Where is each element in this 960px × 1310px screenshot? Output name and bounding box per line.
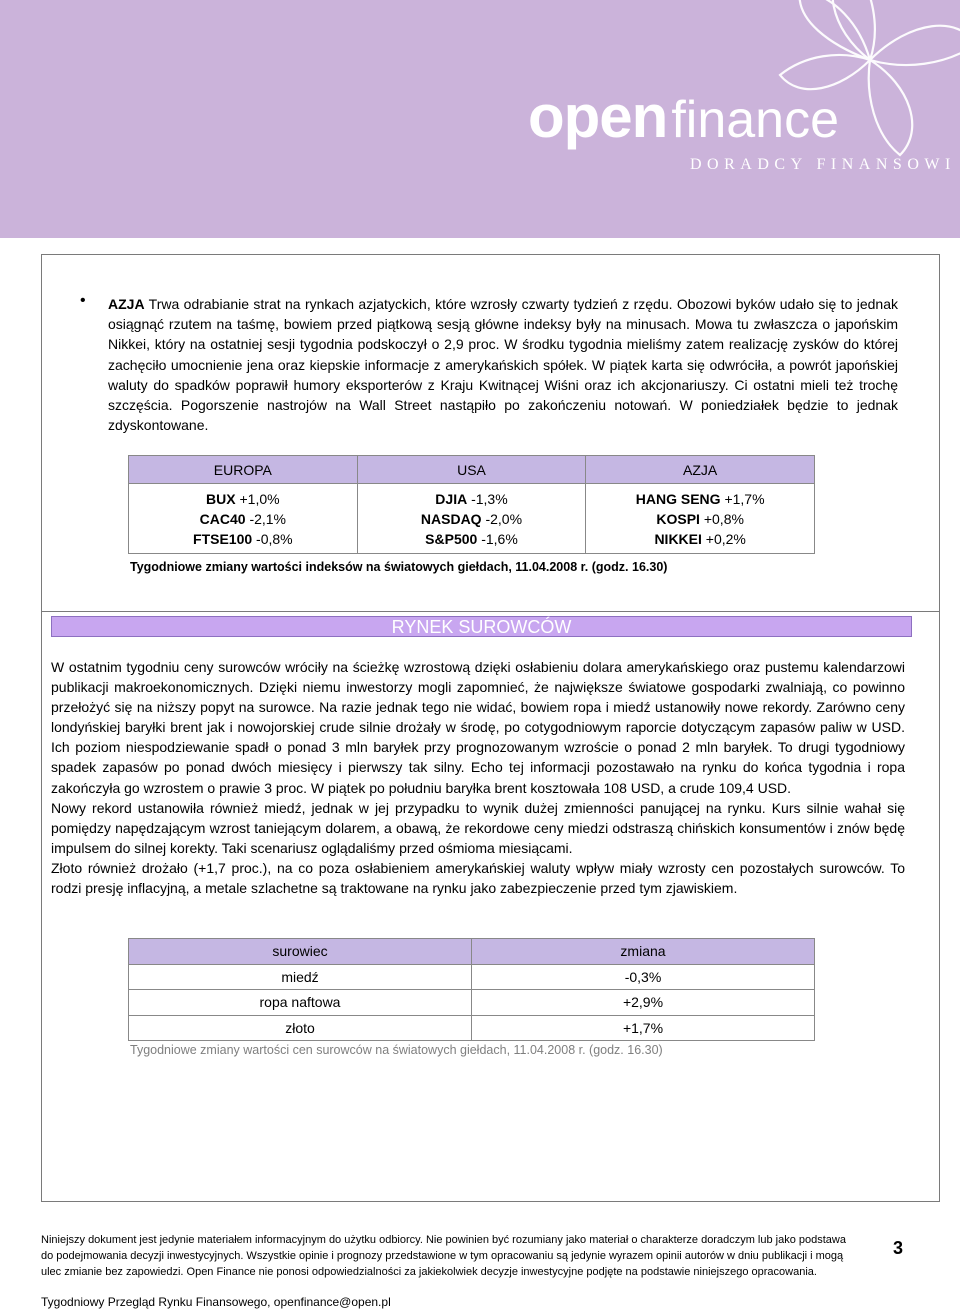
section-divider [41,611,940,612]
commodities-table [128,938,815,1041]
index-table [128,455,815,554]
footer-text: Tygodniowy Przegląd Rynku Finansowego, openfinance@open.pl [41,1295,391,1309]
header-zmiana: zmiana [472,939,815,965]
azja-lead: AZJA [108,296,145,312]
azja-paragraph [108,294,898,435]
commodities-text [51,657,905,898]
commodities-paragraph: W ostatnim tygodniu ceny surowców wróciły na ścieżkę wzrostową dzięki osłabieniu dolara amerykańskiego oraz pustemu kalendarzowi publikacji makroekonomicznych. Dzięki niemu inwestorzy mogli zapomnieć, że największe światowe gospodarki zwalniają, co powinno przełożyć się na niższy popyt na surowce. Na razie jednak tego nie widać, bowiem ropa i miedź ustanowiły nowe rekordy. Zarówno ceny londyńskiej baryłki brent jak i nowojorskiej crude silnie drożały w środę, po cotygodniowym raporcie dotyczącym zapasów paliw w USD. Ich poziom niespodziewanie spadł o ponad 3 mln baryłek przy prognozowanym wzroście o ponad 2 mln baryłek. To drugi tygodniowy spadek zapasów po ponad dwóch miesięcy i pierwszy tak silny. Echo tej informacji pozostawało na rynku do końca tygodnia i ropa zakończyła go wzrostem o prawie 3 proc. W piątek po południu baryłka brent kosztowała 108 USD, a crude 109,4 USD. [51,659,905,796]
table-row: złoto +1,7% [129,1015,815,1041]
header-europa: EUROPA [129,456,358,484]
index-table-row [129,484,815,554]
bullet-icon: • [80,292,86,309]
table-row: miedź -0,3% [129,964,815,990]
europa-cell: BUX +1,0% CAC40 -2,1% FTSE100 -0,8% [129,484,358,554]
table-row: ropa naftowa +2,9% [129,990,815,1016]
azja-text: Trwa odrabianie strat na rynkach azjatyckich, które wzrosły czwarty tydzień z rzędu. Obozowi byków udało się to jednak osiągnąć rzutem na taśmę, bowiem przed piątkową sesją główne indeksy były na minusach. Mowa tu zwłaszcza o japońskim Nikkei, który na ostatniej sesji tygodnia podskoczył o 2,9 proc. W środku tygodnia mieliśmy zatem realizację zysków do której zachęciło umocnienie jena oraz kiepskie informacje z amerykańskich spółek. W piątek karta się odwróciła, a powrót japońskiej waluty do spadków poprawił humory eksporterów z Kraju Kwitnącej Wiśni oraz ich akcjonariuszy. Ci ostatni mieli też trochę szczęścia. Pogorszenie nastrojów na Wall Street nastąpiło po zakończeniu notowań. W poniedziałek będzie to jednak zdyskontowane. [108,296,898,434]
header-banner [0,0,960,238]
section-title: RYNEK SUROWCÓW [51,616,912,637]
logo-tagline: DORADCY FINANSOWI [690,156,956,173]
azja-cell: HANG SENG +1,7% KOSPI +0,8% NIKKEI +0,2% [586,484,815,554]
index-table-header [129,456,815,484]
header-surowiec: surowiec [129,939,472,965]
header-usa: USA [357,456,586,484]
open-finance-logo [528,82,839,151]
index-table-caption: Tygodniowe zmiany wartości indeksów na światowych giełdach, 11.04.2008 r. (godz. 16.30) [130,560,668,574]
page-number: 3 [893,1238,904,1258]
logo-finance-text: finance [671,91,840,149]
disclaimer: Niniejszy dokument jest jedynie materiałem informacyjnym do użytku odbiorcy. Nie powinien być rozumiany jako materiał o charakterze doradczym lub jako podstawa do podejmowania decyzji inwestycyjnych. Wszystkie opinie i prognozy przedstawione w tym opracowaniu są jedynie wyrazem opinii autorów w dniu publikacji i mogą ulec zmianie bez zapowiedzi. Open Finance nie ponosi odpowiedzialności za jakiekolwiek decyzje inwestycyjne podjęte na podstawie niniejszego opracowania. [41,1234,846,1278]
usa-cell: DJIA -1,3% NASDAQ -2,0% S&P500 -1,6% [357,484,586,554]
header-azja: AZJA [586,456,815,484]
commodities-table-header [129,939,815,965]
logo-open-text: open [528,83,668,150]
commodities-paragraph: Nowy rekord ustanowiła również miedź, jednak w jej przypadku to wynik dużej zmienności panującej na rynku. Kurs silnie wahał się pomiędzy napędzającym wzrost taniejącym dolarem, a obawą, że rekordowe ceny miedzi odstraszą chińskich konsumentów i znów będę impulsem do silnej korekty. Taki scenariusz oglądaliśmy przed ośmioma miesiącami. [51,799,905,856]
commodities-paragraph: Złoto również drożało (+1,7 proc.), na co poza osłabieniem amerykańskiej waluty wpływ miały wzrosty cen pozostałych surowców. To rodzi presję inflacyjną, a metale szlachetne są traktowane na rynku jako zabezpieczenie przed tym zjawiskiem. [51,859,905,897]
commodities-table-caption: Tygodniowe zmiany wartości cen surowców na światowych giełdach, 11.04.2008 r. (godz. 16.30) [130,1043,663,1057]
